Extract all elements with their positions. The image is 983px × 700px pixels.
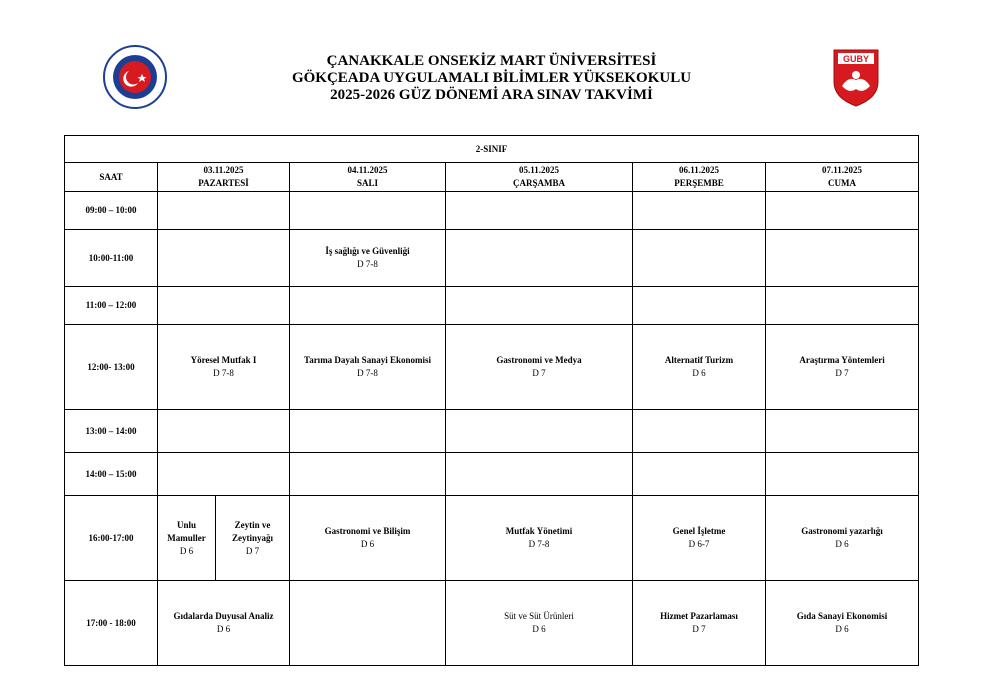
- time-slot: 13:00 – 14:00: [65, 410, 158, 453]
- day-header-friday: [766, 163, 919, 192]
- exam-room: D 6: [835, 539, 849, 549]
- empty-cell: [290, 410, 446, 453]
- empty-cell: [633, 287, 766, 325]
- exam-course-line: Mamuller: [167, 532, 206, 543]
- exam-course-line: Zeytin ve: [234, 519, 271, 530]
- empty-cell: [158, 230, 290, 287]
- table-row: [65, 230, 919, 287]
- empty-cell: [158, 192, 290, 230]
- empty-cell: [446, 287, 633, 325]
- empty-cell: [766, 410, 919, 453]
- exam-cell: [290, 325, 446, 410]
- exam-cell: [216, 496, 290, 581]
- empty-cell: [290, 453, 446, 496]
- time-slot: 17:00 - 18:00: [65, 581, 158, 666]
- exam-course: Gastronomi ve Medya: [496, 355, 582, 365]
- class-label: 2-SINIF: [65, 136, 919, 163]
- exam-course: Genel İşletme: [672, 526, 726, 536]
- exam-cell: [446, 496, 633, 581]
- day-date: 07.11.2025: [822, 165, 863, 175]
- time-slot: 09:00 – 10:00: [65, 192, 158, 230]
- day-name: PERŞEMBE: [674, 178, 724, 188]
- exam-room: D 6: [179, 545, 194, 556]
- exam-course: Tarıma Dayalı Sanayi Ekonomisi: [304, 355, 431, 365]
- exam-course: Gıdalarda Duyusal Analiz: [173, 611, 274, 621]
- exam-room: D 6: [360, 539, 375, 549]
- empty-cell: [446, 453, 633, 496]
- empty-cell: [446, 230, 633, 287]
- exam-course: Gastronomi ve Bilişim: [324, 526, 411, 536]
- empty-cell: [633, 453, 766, 496]
- exam-cell: [766, 325, 919, 410]
- day-header-thursday: [633, 163, 766, 192]
- header-university: ÇANAKKALE ONSEKİZ MART ÜNİVERSİTESİ: [326, 53, 657, 69]
- exam-course: Mutfak Yönetimi: [505, 526, 573, 536]
- empty-cell: [158, 410, 290, 453]
- exam-cell: [290, 496, 446, 581]
- guby-logo-text: GUBY: [842, 54, 870, 64]
- exam-room: D 6: [532, 624, 546, 634]
- empty-cell: [446, 410, 633, 453]
- exam-schedule-table: [64, 135, 919, 666]
- exam-course: İş sağlığı ve Güvenliği: [325, 246, 410, 256]
- exam-course-line: Zeytinyağı: [231, 532, 273, 543]
- exam-cell: [633, 325, 766, 410]
- empty-cell: [633, 230, 766, 287]
- table-row: [65, 136, 919, 163]
- empty-cell: [158, 453, 290, 496]
- header-exam-title: 2025-2026 GÜZ DÖNEMİ ARA SINAV TAKVİMİ: [330, 87, 653, 103]
- table-row: [65, 287, 919, 325]
- exam-room: D 7: [245, 545, 260, 556]
- exam-room: D 6: [835, 624, 849, 634]
- day-name: SALI: [356, 178, 378, 188]
- empty-cell: [766, 230, 919, 287]
- day-date: 06.11.2025: [678, 165, 719, 175]
- day-date: 03.11.2025: [203, 165, 244, 175]
- empty-cell: [766, 453, 919, 496]
- exam-cell: [766, 581, 919, 666]
- exam-cell: [633, 496, 766, 581]
- exam-room: D 6: [216, 624, 231, 634]
- table-row: [65, 410, 919, 453]
- exam-room: D 7-8: [528, 539, 550, 549]
- exam-course: Alternatif Turizm: [664, 355, 734, 365]
- day-date: 04.11.2025: [347, 165, 388, 175]
- empty-cell: [633, 192, 766, 230]
- table-row: [65, 496, 919, 581]
- exam-course: Yöresel Mutfak I: [190, 355, 257, 365]
- exam-room: D 7: [835, 368, 849, 378]
- table-row: [65, 581, 919, 666]
- exam-room: D 7-8: [357, 259, 378, 269]
- time-header: SAAT: [65, 163, 158, 192]
- exam-course: Gıda Sanayi Ekonomisi: [796, 611, 888, 621]
- time-slot: 12:00- 13:00: [65, 325, 158, 410]
- exam-room: D 6: [692, 368, 706, 378]
- exam-cell: [290, 230, 446, 287]
- exam-room: D 7-8: [357, 368, 378, 378]
- empty-cell: [290, 287, 446, 325]
- table-row: [65, 325, 919, 410]
- exam-cell: [446, 581, 633, 666]
- exam-room: D 7-8: [213, 368, 234, 378]
- exam-course: Gastronomi yazarlığı: [801, 526, 883, 536]
- empty-cell: [158, 287, 290, 325]
- day-header-wednesday: [446, 163, 633, 192]
- empty-cell: [290, 581, 446, 666]
- time-slot: 11:00 – 12:00: [65, 287, 158, 325]
- time-slot: 10:00-11:00: [65, 230, 158, 287]
- exam-room: D 7: [532, 368, 546, 378]
- exam-room: D 6-7: [688, 539, 710, 549]
- table-row: [65, 453, 919, 496]
- empty-cell: [290, 192, 446, 230]
- exam-cell: [158, 581, 290, 666]
- empty-cell: [633, 410, 766, 453]
- empty-cell: [766, 192, 919, 230]
- exam-room: D 7: [692, 624, 706, 634]
- table-header-row: [65, 163, 919, 192]
- header-school: GÖKÇEADA UYGULAMALI BİLİMLER YÜKSEKOKULU: [291, 70, 692, 86]
- exam-cell: [766, 496, 919, 581]
- exam-cell: [446, 325, 633, 410]
- exam-cell: [158, 325, 290, 410]
- day-name: CUMA: [828, 178, 857, 188]
- day-name: ÇARŞAMBA: [512, 178, 565, 188]
- table-row: [65, 192, 919, 230]
- day-date: 05.11.2025: [518, 165, 559, 175]
- empty-cell: [446, 192, 633, 230]
- exam-course: Süt ve Süt Ürünleri: [504, 611, 574, 621]
- exam-course-line: Unlu: [176, 519, 196, 530]
- exam-course: Hizmet Pazarlaması: [660, 611, 738, 621]
- exam-cell: [158, 496, 216, 581]
- exam-cell: [633, 581, 766, 666]
- empty-cell: [766, 287, 919, 325]
- time-slot: 14:00 – 15:00: [65, 453, 158, 496]
- day-name: PAZARTESİ: [198, 178, 249, 188]
- time-slot: 16:00-17:00: [65, 496, 158, 581]
- exam-course: Araştırma Yöntemleri: [799, 355, 885, 365]
- day-header-monday: [158, 163, 290, 192]
- day-header-tuesday: [290, 163, 446, 192]
